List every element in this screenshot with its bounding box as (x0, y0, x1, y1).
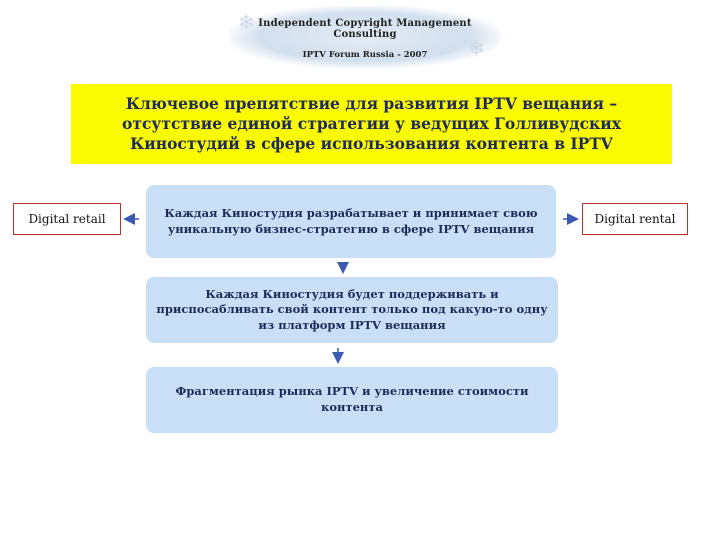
headline-box: Ключевое препятствие для развития IPTV вещания – отсутствие единой стратегии у ведущих Голливудских Киностудий в сфере использования контента в IPTV (71, 84, 672, 164)
flow-step-1: Каждая Киностудия разрабатывает и принимает свою уникальную бизнес-стратегию в сфере IPTV вещания (146, 185, 556, 258)
digital-rental-box: Digital rental (582, 203, 688, 235)
snowflake-icon: ❄ (238, 10, 255, 34)
snowflake-icon: ❄ (468, 36, 485, 60)
banner-title: Independent Copyright Management Consulting (258, 18, 472, 40)
banner-subtitle: IPTV Forum Russia - 2007 (302, 50, 428, 60)
flow-step-3: Фрагментация рынка IPTV и увеличение стоимости контента (146, 367, 558, 433)
flow-step-2: Каждая Киностудия будет поддерживать и приспосабливать свой контент только под какую-то одну из платформ IPTV вещания (146, 277, 558, 343)
digital-retail-box: Digital retail (13, 203, 121, 235)
conference-banner (230, 6, 500, 68)
